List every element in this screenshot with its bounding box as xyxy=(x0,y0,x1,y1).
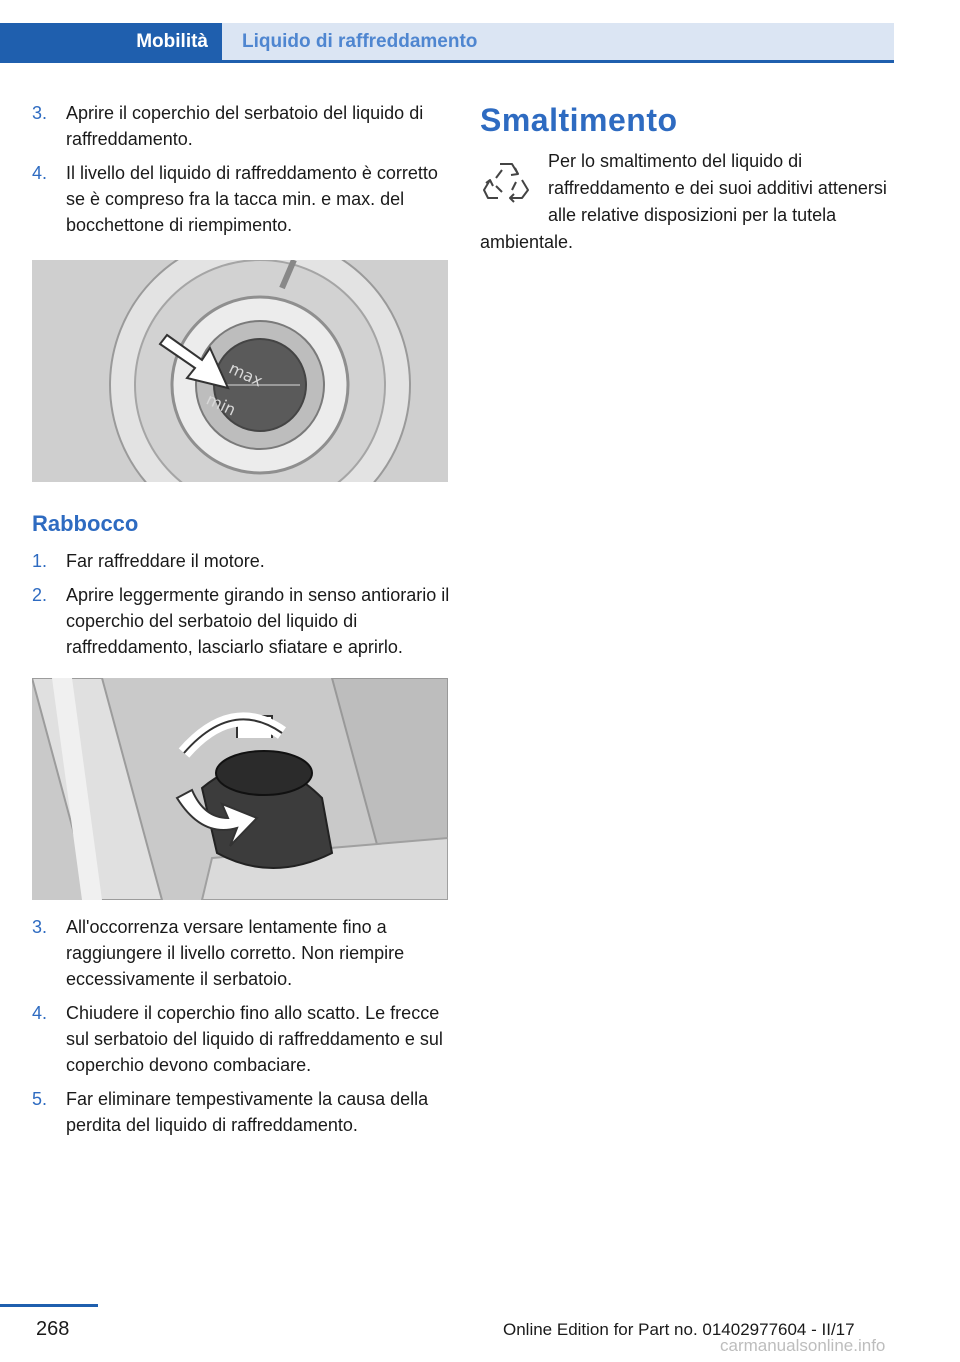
list-item xyxy=(32,582,450,660)
step-number: 1. xyxy=(32,551,48,571)
footer-rule xyxy=(0,1304,98,1307)
step-text: Aprire il coperchio del serbatoio del liquido di raffreddamento. xyxy=(66,103,424,149)
max-mark-label: max xyxy=(226,358,266,391)
edition-text: Online Edition for Part no. 01402977604 - II/17 xyxy=(503,1320,855,1339)
smaltimento-paragraph xyxy=(480,148,900,256)
step-text: Far raffreddare il motore. xyxy=(66,551,265,571)
recycle-icon xyxy=(482,156,530,204)
watermark: carmanualsonline.info xyxy=(720,1336,886,1355)
step-text: Il livello del liquido di raffreddamento è corretto se è compreso fra la tacca min. e max. del bocchettone di riempimento. xyxy=(66,163,438,235)
step-number: 5. xyxy=(32,1089,48,1109)
list-item xyxy=(32,914,450,992)
step-number: 4. xyxy=(32,163,48,183)
chapter-tab[interactable]: Mobilità xyxy=(0,23,222,60)
step-number: 4. xyxy=(32,1003,48,1023)
step-text: Aprire leggermente girando in senso antiorario il coperchio del serbatoio del liquido di raffreddamento, lasciarlo sfiatare e aprirlo. xyxy=(66,585,450,657)
smaltimento-text: Per lo smaltimento del liquido di raffreddamento e dei suoi additivi attenersi alle relative disposizioni per la tutela ambientale. xyxy=(480,151,887,252)
list-item xyxy=(32,160,450,238)
step-text: Far eliminare tempestivamente la causa della perdita del liquido di raffreddamento. xyxy=(66,1089,429,1135)
left-column xyxy=(32,100,450,1146)
coolant-level-figure xyxy=(32,260,448,482)
min-mark-label: min xyxy=(203,389,239,420)
step-text: All'occorrenza versare lentamente fino a raggiungere il livello corretto. Non riempire eccessivamente il serbatoio. xyxy=(66,917,405,989)
smaltimento-heading: Smaltimento xyxy=(480,102,678,138)
step-number: 2. xyxy=(32,585,48,605)
section-tab[interactable]: Liquido di raffreddamento xyxy=(222,23,894,60)
page-header xyxy=(0,0,960,64)
page-number: 268 xyxy=(36,1318,70,1340)
right-column xyxy=(480,100,900,256)
step-number: 3. xyxy=(32,917,48,937)
list-item xyxy=(32,1086,450,1138)
header-rule xyxy=(0,60,894,63)
list-item xyxy=(32,1000,450,1078)
steps-list-top xyxy=(32,100,450,238)
cap-opening-illustration xyxy=(32,678,448,900)
steps-list-rabbocco-a xyxy=(32,548,450,660)
coolant-filler-illustration xyxy=(32,260,448,482)
cap-opening-figure xyxy=(32,678,448,900)
steps-list-rabbocco-b xyxy=(32,914,450,1138)
rabbocco-heading: Rabbocco xyxy=(32,511,139,536)
step-number: 3. xyxy=(32,103,48,123)
list-item xyxy=(32,100,450,152)
step-text: Chiudere il coperchio fino allo scatto. Le frecce sul serbatoio del liquido di raffreddamento e sul coperchio devono combaciare. xyxy=(66,1003,443,1075)
list-item xyxy=(32,548,450,574)
